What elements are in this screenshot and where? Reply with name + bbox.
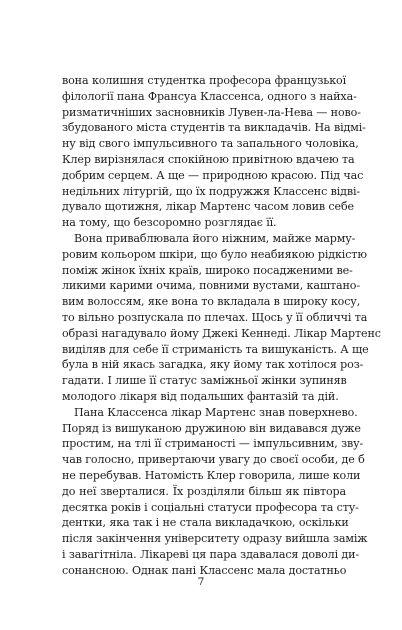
text-line: добрим серцем. А ще — природною красою. Під час: [62, 168, 364, 182]
text-line: вим волоссям, яке вона то вкладала в широку косу,: [62, 295, 361, 309]
text-line: сонансною. Однак пані Классенс мала достатньо: [62, 563, 347, 577]
text-line: на тому, що безсоромно розглядає її.: [62, 216, 277, 230]
text-line: молодого лікаря від подальших фантазій та дій.: [62, 389, 339, 403]
text-line: Пана Классенса лікар Мартенс знав поверхнево.: [74, 405, 358, 419]
text-line: виділяв для себе її стриманість та вишуканість. А ще: [62, 342, 369, 356]
text-line: і завагітніла. Лікареві ця пара здавалася доволі ди-: [62, 547, 360, 561]
text-line: збудованого міста студентів та викладачів. На відмі-: [62, 121, 366, 135]
text-line: Поряд із вишуканою дружиною він видавався дуже: [62, 421, 361, 435]
text-line: Клер вирізнялася спокійною привітною вдачею та: [62, 152, 355, 166]
text-line: філології пана Франсуа Классенса, одного з найха-: [62, 89, 357, 103]
text-line: ризматичніших засновників Лувен-ла-Нева — ново-: [62, 105, 361, 119]
text-line: ликими карими очима, повними вустами, каштано-: [62, 279, 360, 293]
text-line: то вільно розпускала по плечах. Щось у її обличчі та: [62, 310, 368, 324]
text-line: ну від свого імпульсивного та запального чоловіка,: [62, 137, 359, 151]
page-number: 7: [197, 576, 205, 588]
text-line: після закінчення університету одразу вийшла заміж: [62, 532, 368, 546]
text-line: ровим кольором шкіри, що було неабиякою рідкістю: [62, 247, 367, 261]
text-line: простим, на тлі її стриманості — імпульсивним, зву-: [62, 437, 364, 451]
text-line: до неї зверталися. Їх розділяли більш як півтора: [62, 484, 346, 498]
text-line: поміж жінок їхніх країв, широко посадженими ве-: [62, 263, 353, 277]
text-line: вона колишня студентка професора французької: [62, 74, 346, 87]
text-line: була в ній якась загадка, яку йому так хотілося роз-: [62, 358, 364, 372]
text-line: образі нагадувало йому Джекі Кеннеді. Лікар Мартенс: [62, 326, 381, 340]
text-line: чав голосно, привертаючи увагу до своєї особи, де б: [62, 453, 365, 467]
text-line: дувало щотижня, лікар Мартенс часом ловив себе: [62, 200, 354, 214]
text-line: Вона приваблювала його ніжним, майже марму-: [74, 231, 356, 245]
text-line: недільних літургій, що їх подружжя Классенс відві-: [62, 184, 361, 198]
text-line: не перебував. Натомість Клер говорила, лише коли: [62, 468, 361, 482]
text-line: дентки, яка так і не стала викладачкою, оскільки: [62, 516, 349, 530]
text-line: десятка років і соціальні статуси професора та сту-: [62, 500, 359, 514]
body-text: [62, 73, 381, 579]
text-line: гадати. І лише її статус заміжньої жінки зупиняв: [62, 374, 347, 388]
